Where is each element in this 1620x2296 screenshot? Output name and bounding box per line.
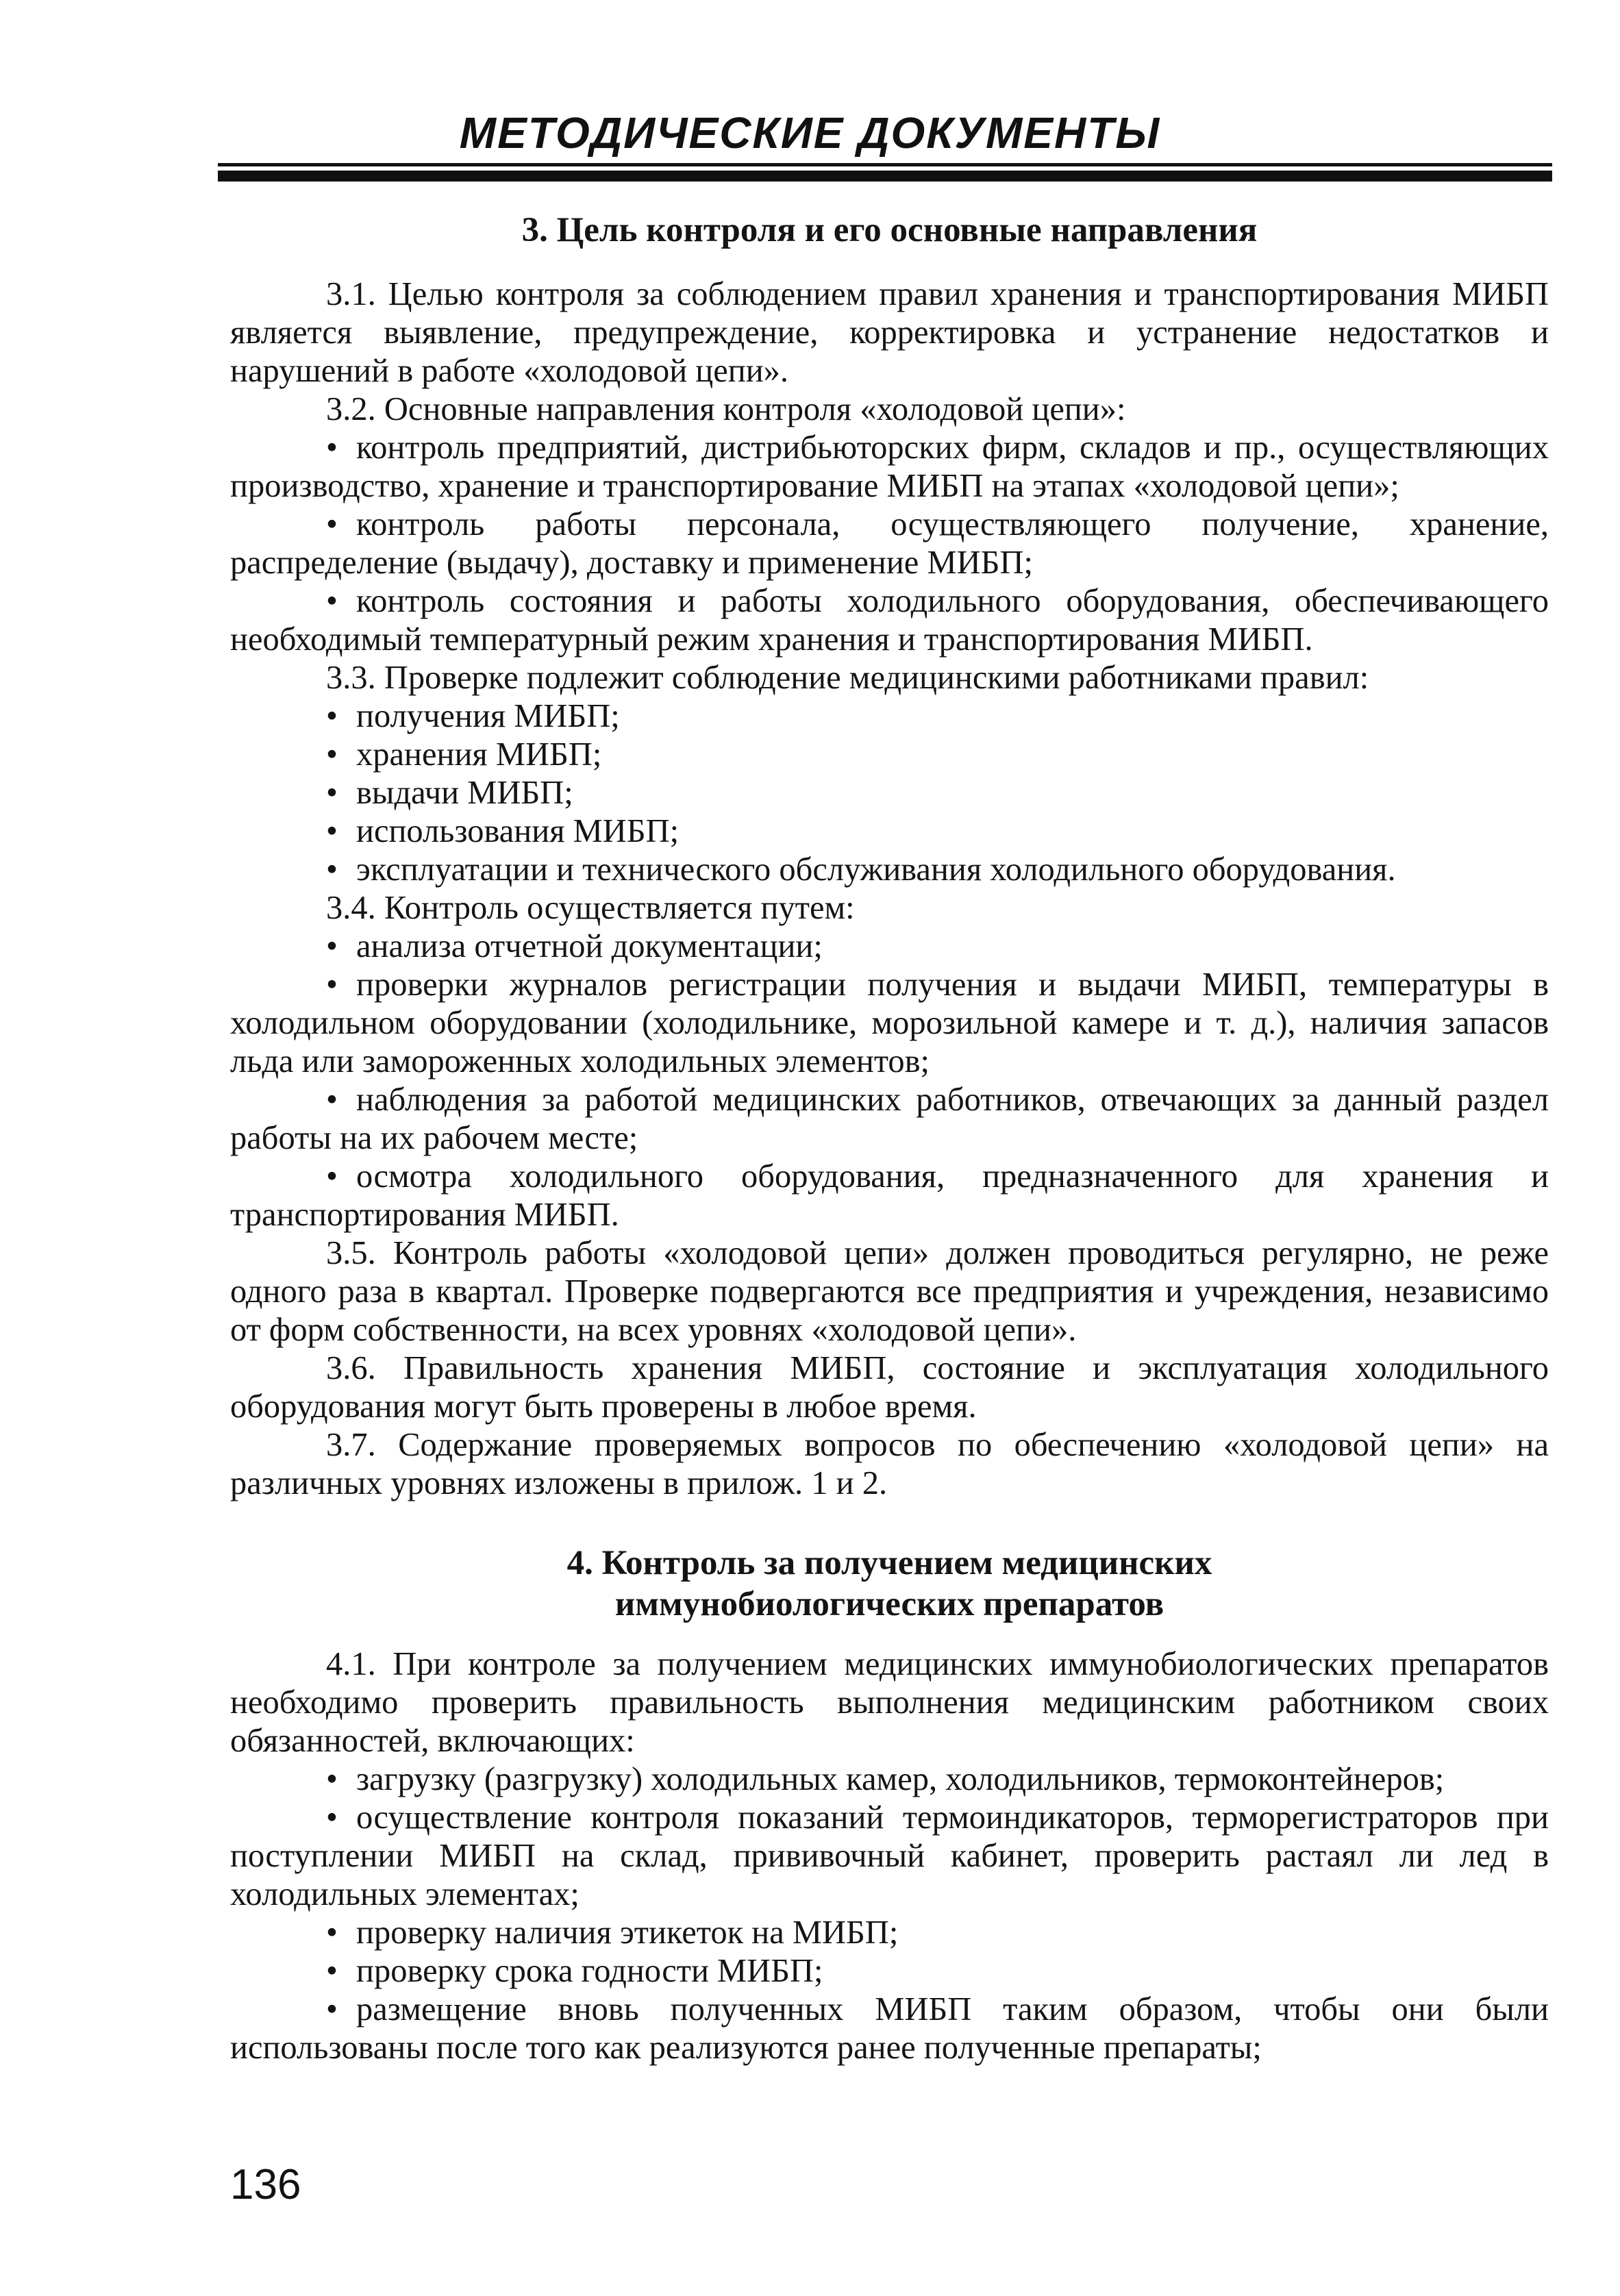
list-item: • размещение вновь полученных МИБП таким образом, чтобы они были использованы после того как реализуются ранее полученные препараты; (230, 1991, 1549, 2066)
list-item: • анализа отчетной документации; (326, 928, 823, 964)
bullet-icon: • (326, 928, 338, 964)
bullet-icon: • (326, 851, 338, 888)
paragraph-3-7: 3.7. Содержание проверяемых вопросов по обеспечению «холодовой цепи» на различных уровнях изложены в прилож. 1 и 2. (230, 1427, 1549, 1501)
paragraph-3-1: 3.1. Целью контроля за соблюдением правил хранения и транспортирования МИБП является выявление, предупреждение, корректировка и устранение недостатков и нарушений в работе «холодовой цепи». (230, 276, 1549, 389)
list-item: • осуществление контроля показаний термоиндикаторов, терморегистраторов при поступлении МИБП на склад, прививочный кабинет, проверить растаял ли лед в холодильных элементах; (230, 1799, 1549, 1912)
bullet-icon: • (326, 429, 338, 466)
bullet-icon: • (326, 966, 338, 1003)
list-item: • загрузку (разгрузку) холодильных камер, холодильников, термоконтейнеров; (326, 1761, 1445, 1797)
header-rule-thick (218, 171, 1552, 182)
list-item: • хранения МИБП; (326, 736, 602, 773)
bullet-icon: • (326, 583, 338, 619)
paragraph-3-2: 3.2. Основные направления контроля «холодовой цепи»: (326, 391, 1126, 427)
bullet-icon: • (326, 736, 338, 773)
list-item: • проверку срока годности МИБП; (326, 1953, 823, 1989)
bullet-icon: • (326, 775, 338, 811)
list-item: • наблюдения за работой медицинских работников, отвечающих за данный раздел работы на их рабочем месте; (230, 1082, 1549, 1156)
list-item: • использования МИБП; (326, 813, 680, 849)
list-item: • контроль работы персонала, осуществляющего получение, хранение, распределение (выдачу), доставку и применение МИБП; (230, 506, 1549, 581)
bullet-icon: • (326, 1158, 338, 1195)
list-item: • проверку наличия этикеток на МИБП; (326, 1914, 899, 1951)
bullet-icon: • (326, 698, 338, 734)
bullet-icon: • (326, 813, 338, 849)
section-3-heading: 3. Цель контроля и его основные направления (521, 211, 1258, 249)
bullet-icon: • (326, 1953, 338, 1989)
list-item: • эксплуатации и технического обслуживания холодильного оборудования. (326, 851, 1396, 888)
running-header-title: МЕТОДИЧЕСКИЕ ДОКУМЕНТЫ (459, 108, 1161, 158)
section-4-heading (230, 1543, 1549, 1625)
page-number: 136 (230, 2161, 301, 2208)
list-item: • проверки журналов регистрации получения и выдачи МИБП, температуры в холодильном оборудовании (холодильнике, морозильной камере и т. д.), наличия запасов льда или замороженных холодильных элементов; (230, 966, 1549, 1080)
list-item: • контроль предприятий, дистрибьюторских фирм, складов и пр., осуществляющих производство, хранение и транспортирование МИБП на этапах «холодовой цепи»; (230, 429, 1549, 504)
list-item: • осмотра холодильного оборудования, предназначенного для хранения и транспортирования МИБП. (230, 1158, 1549, 1233)
bullet-icon: • (326, 506, 338, 542)
bullet-icon: • (326, 1761, 338, 1797)
section-3-body (230, 275, 1549, 1503)
bullet-icon: • (326, 1914, 338, 1951)
paragraph-3-3: 3.3. Проверке подлежит соблюдение медицинскими работниками правил: (326, 660, 1369, 696)
paragraph-3-4: 3.4. Контроль осуществляется путем: (326, 890, 855, 926)
list-item: • получения МИБП; (326, 698, 620, 734)
paragraph-3-5: 3.5. Контроль работы «холодовой цепи» должен проводиться регулярно, не реже одного раза в квартал. Проверке подвергаются все предприятия и учреждения, независимо от форм собственности, на всех уровнях «холодовой цепи». (230, 1235, 1549, 1348)
bullet-icon: • (326, 1991, 338, 2027)
list-item: • контроль состояния и работы холодильного оборудования, обеспечивающего необходимый температурный режим хранения и транспортирования МИБП. (230, 583, 1549, 658)
section-4-heading-line-1: 4. Контроль за получением медицинских (566, 1544, 1212, 1582)
bullet-icon: • (326, 1799, 338, 1836)
page-content (230, 210, 1549, 2067)
paragraph-3-6: 3.6. Правильность хранения МИБП, состояние и эксплуатация холодильного оборудования могут быть проверены в любое время. (230, 1350, 1549, 1425)
header-rule-thin (218, 163, 1552, 166)
paragraph-4-1: 4.1. При контроле за получением медицинских иммунобиологических препаратов необходимо проверить правильность выполнения медицинским работником своих обязанностей, включающих: (230, 1646, 1549, 1759)
list-item: • выдачи МИБП; (326, 775, 573, 811)
bullet-icon: • (326, 1082, 338, 1118)
section-4-heading-line-2: иммунобиологических препаратов (614, 1585, 1164, 1623)
section-4-body (230, 1645, 1549, 2067)
